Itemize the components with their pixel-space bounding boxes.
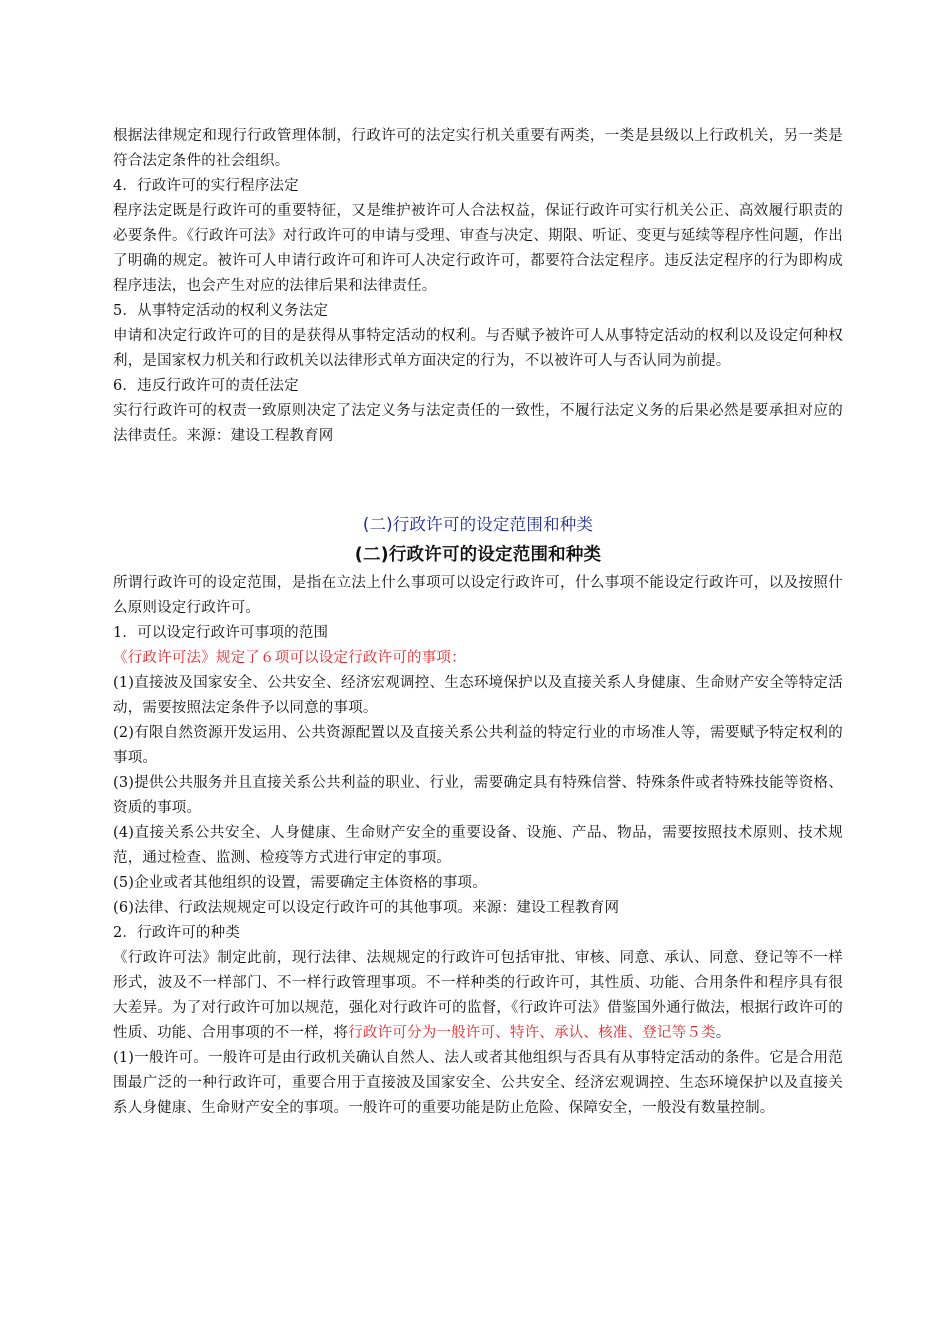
list-item-6: (6)法律、行政法规规定可以设定行政许可的其他事项。来源：建设工程教育网 <box>113 900 620 916</box>
paragraph-scope-intro: 所谓行政许可的设定范围，是指在立法上什么事项可以设定行政许可，什么事项不能设定行政许可，以及按照什么原则设定行政许可。 <box>113 575 843 616</box>
list-item-1: (1)直接波及国家安全、公共安全、经济宏观调控、生态环境保护以及直接关系人身健康、生命财产安全等特定活动，需要按照法定条件予以同意的事项。 <box>113 675 843 716</box>
paragraph-liability: 实行行政许可的权责一致原则决定了法定义务与法定责任的一致性，不履行法定义务的后果必然是要承担对应的法律责任。来源：建设工程教育网 <box>113 403 843 444</box>
types-highlight: 行政许可分为一般许可、特许、承认、核准、登记等５类 <box>348 1025 716 1041</box>
paragraph-procedure: 程序法定既是行政许可的重要特征，又是维护被许可人合法权益，保证行政许可实行机关公正、高效履行职责的必要条件。《行政许可法》对行政许可的申请与受理、审查与决定、期限、听证、变更与延续等程序性问题，作出了明确的规定。被许可人申请行政许可和许可人决定行政许可，都要符合法定程序。违反法定程序的行为即构成程序违法，也会产生对应的法律后果和法律责任。 <box>113 203 843 294</box>
section-title: (二)行政许可的设定范围和种类 <box>354 545 602 565</box>
list-item-2: (2)有限自然资源开发运用、公共资源配置以及直接关系公共利益的特定行业的市场准人等，需要赋予特定权利的事项。 <box>113 725 843 766</box>
paragraph-general-permit: (1)一般许可。一般许可是由行政机关确认自然人、法人或者其他组织与否具有从事特定活动的条件。它是合用范围最广泛的一种行政许可，重要合用于直接波及国家安全、公共安全、经济宏观调控、生态环境保护以及直接关系人身健康、生命财产安全的事项。一般许可的重要功能是防止危险、保障安全，一般没有数量控制。 <box>113 1050 843 1116</box>
heading-procedure: 4．行政许可的实行程序法定 <box>113 178 299 194</box>
heading-liability: 6．违反行政许可的责任法定 <box>113 378 299 394</box>
list-item-4: (4)直接关系公共安全、人身健康、生命财产安全的重要设备、设施、产品、物品，需要按照技术原则、技术规范，通过检查、监测、检疫等方式进行审定的事项。 <box>113 825 843 866</box>
section-title-blue: (二)行政许可的设定范围和种类 <box>362 515 594 534</box>
paragraph-implementing-bodies: 根据法律规定和现行行政管理体制，行政许可的法定实行机关重要有两类，一类是县级以上行政机关，另一类是符合法定条件的社会组织。 <box>113 128 843 169</box>
heading-scope: 1．可以设定行政许可事项的范围 <box>113 625 329 641</box>
heading-types: 2．行政许可的种类 <box>113 925 241 941</box>
paragraph-types <box>113 946 843 1046</box>
list-item-3: (3)提供公共服务并且直接关系公共利益的职业、行业，需要确定具有特殊信誉、特殊条件或者特殊技能等资格、资质的事项。 <box>113 775 843 816</box>
list-item-5: (5)企业或者其他组织的设置，需要确定主体资格的事项。 <box>113 875 487 891</box>
highlight-six-items: 《行政许可法》规定了６项可以设定行政许可的事项： <box>113 650 466 666</box>
section-spacer <box>113 449 843 511</box>
paragraph-rights-duties: 申请和决定行政许可的目的是获得从事特定活动的权利。与否赋予被许可人从事特定活动的权利以及设定何种权利，是国家权力机关和行政机关以法律形式单方面决定的行为，不以被许可人与否认同为前提。 <box>113 328 843 369</box>
types-end: 。 <box>715 1025 731 1041</box>
document-body <box>113 124 843 1121</box>
types-text: 《行政许可法》制定此前，现行法律、法规规定的行政许可包括审批、审核、同意、承认、同意、登记等不一样形式，波及不一样部门、不一样行政管理事项。不一样种类的行政许可，其性质、功能、合用条件和程序具有很大差异。为了对行政许可加以规范，强化对行政许可的监督，《行政许可法》借鉴国外通行做法，根据行政许可的性质、功能、合用事项的不一样，将 <box>113 950 843 1041</box>
heading-rights-duties: 5．从事特定活动的权利义务法定 <box>113 303 329 319</box>
